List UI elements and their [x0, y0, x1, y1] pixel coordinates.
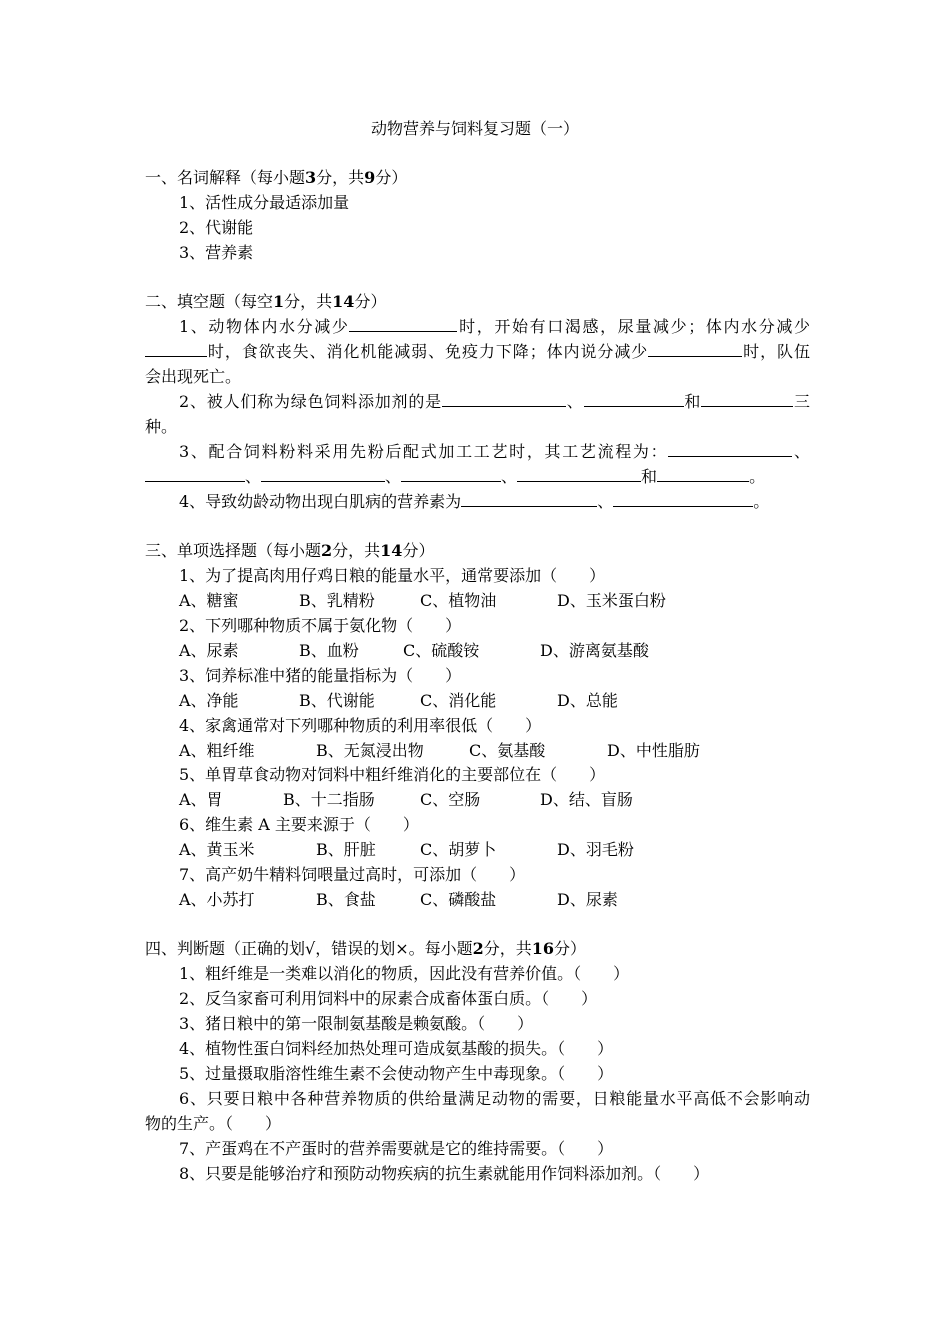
- choice-question: 2、下列哪种物质不属于氨化物（ ）: [179, 616, 462, 635]
- separator: 、: [385, 467, 402, 486]
- heading-text: 分，共: [332, 541, 381, 560]
- fill-question-4: [179, 490, 810, 514]
- fill-question-3-cont: [145, 465, 810, 489]
- answer-blank[interactable]: [701, 391, 793, 407]
- answer-blank[interactable]: [349, 316, 457, 332]
- option-a[interactable]: A、净能: [179, 691, 239, 710]
- judgement-item: 7、产蛋鸡在不产蛋时的营养需要就是它的维持需要。（ ）: [179, 1139, 614, 1158]
- separator: 。: [753, 492, 770, 511]
- question-text: 1、动物体内水分减少: [179, 317, 350, 336]
- answer-blank[interactable]: [145, 341, 207, 357]
- choice-question: 6、维生素 A 主要来源于（ ）: [179, 815, 419, 834]
- option-b[interactable]: B、十二指肠: [283, 790, 375, 809]
- section-3-heading: [145, 539, 810, 563]
- heading-text: 四、判断题（正确的划√，错误的划×。每小题: [145, 939, 473, 958]
- answer-blank[interactable]: [584, 391, 684, 407]
- separator: 、: [792, 442, 810, 461]
- choice-question: 1、为了提高肉用仔鸡日粮的能量水平，通常要添加（ ）: [179, 566, 606, 585]
- question-text: 时，开始有口渴感，尿量减少；体内水分减少: [457, 317, 810, 336]
- option-d[interactable]: D、尿素: [557, 890, 618, 909]
- section-4-heading: [145, 937, 810, 961]
- option-b[interactable]: B、食盐: [316, 890, 376, 909]
- fill-question-3: [179, 440, 810, 464]
- option-b[interactable]: B、无氮浸出物: [316, 741, 424, 760]
- option-a[interactable]: A、尿素: [179, 641, 239, 660]
- answer-blank[interactable]: [668, 441, 792, 457]
- option-d[interactable]: D、玉米蛋白粉: [557, 591, 666, 610]
- judgement-item: 4、植物性蛋白饲料经加热处理可造成氨基酸的损失。（ ）: [179, 1039, 614, 1058]
- option-b[interactable]: B、乳精粉: [299, 591, 375, 610]
- separator: 。: [749, 467, 766, 486]
- judgement-item: 6、只要日粮中各种营养物质的供给量满足动物的需要，日粮能量水平高低不会影响动: [179, 1089, 810, 1108]
- separator: 和: [683, 392, 702, 411]
- option-b[interactable]: B、肝脏: [316, 840, 376, 859]
- option-c[interactable]: C、氨基酸: [469, 741, 546, 760]
- judgement-item: 3、猪日粮中的第一限制氨基酸是赖氨酸。（ ）: [179, 1014, 534, 1033]
- fill-question-1-end: 会出现死亡。: [145, 367, 242, 386]
- option-c[interactable]: C、磷酸盐: [420, 890, 497, 909]
- separator: 、: [245, 467, 262, 486]
- option-a[interactable]: A、粗纤维: [179, 741, 255, 760]
- option-b[interactable]: B、代谢能: [299, 691, 375, 710]
- separator: 、: [501, 467, 518, 486]
- answer-blank[interactable]: [401, 466, 501, 482]
- question-text: 时，食欲丧失、消化机能减弱、免疫力下降；体内说分减少: [207, 342, 649, 361]
- term-item: 1、活性成分最适添加量: [179, 193, 350, 212]
- heading-total: 16: [531, 939, 555, 958]
- option-a[interactable]: A、胃: [179, 790, 223, 809]
- fill-question-2-end: 种。: [145, 417, 178, 436]
- judgement-item: 8、只要是能够治疗和预防动物疾病的抗生素就能用作饲料添加剂。（ ）: [179, 1164, 710, 1183]
- question-text: 时，队伍: [742, 342, 810, 361]
- answer-blank[interactable]: [657, 466, 749, 482]
- choice-question: 7、高产奶牛精料饲喂量过高时，可添加（ ）: [179, 865, 526, 884]
- heading-total: 9: [364, 168, 376, 187]
- fill-question-1: [179, 315, 810, 339]
- judgement-item: 5、过量摄取脂溶性维生素不会使动物产生中毒现象。（ ）: [179, 1064, 614, 1083]
- separator: 和: [641, 467, 658, 486]
- choice-question: 3、饲养标准中猪的能量指标为（ ）: [179, 666, 462, 685]
- question-text: 3、配合饲料粉料采用先粉后配式加工工艺时，其工艺流程为：: [179, 442, 669, 461]
- question-text: 4、导致幼龄动物出现白肌病的营养素为: [179, 492, 462, 511]
- section-2-heading: [145, 290, 810, 314]
- section-1-heading: [145, 166, 810, 190]
- option-c[interactable]: C、胡萝卜: [420, 840, 497, 859]
- option-d[interactable]: D、结、盲肠: [540, 790, 633, 809]
- heading-text: 一、名词解释（每小题: [145, 168, 306, 187]
- option-c[interactable]: C、空肠: [420, 790, 481, 809]
- option-c[interactable]: C、消化能: [420, 691, 497, 710]
- heading-text: 分，共: [483, 939, 532, 958]
- option-c[interactable]: C、植物油: [420, 591, 497, 610]
- fill-question-1-cont: [145, 340, 810, 364]
- option-a[interactable]: A、小苏打: [179, 890, 255, 909]
- heading-text: 分）: [554, 939, 587, 958]
- judgement-item: 2、反刍家畜可利用饲料中的尿素合成畜体蛋白质。（ ）: [179, 989, 598, 1008]
- heading-total: 14: [332, 292, 355, 311]
- option-c[interactable]: C、硫酸铵: [403, 641, 480, 660]
- option-d[interactable]: D、中性脂肪: [607, 741, 700, 760]
- separator: 、: [565, 392, 584, 411]
- choice-question: 5、单胃草食动物对饲料中粗纤维消化的主要部位在（ ）: [179, 765, 606, 784]
- choice-question: 4、家禽通常对下列哪种物质的利用率很低（ ）: [179, 716, 542, 735]
- heading-text: 二、填空题（每空: [145, 292, 274, 311]
- answer-blank[interactable]: [648, 341, 742, 357]
- option-a[interactable]: A、黄玉米: [179, 840, 255, 859]
- option-b[interactable]: B、血粉: [299, 641, 359, 660]
- option-d[interactable]: D、游离氨基酸: [540, 641, 649, 660]
- heading-score: 1: [273, 292, 285, 311]
- heading-text: 分，共: [316, 168, 365, 187]
- heading-text: 分）: [375, 168, 408, 187]
- heading-score: 2: [472, 939, 484, 958]
- answer-blank[interactable]: [613, 491, 753, 507]
- question-text: 三: [793, 392, 810, 411]
- option-a[interactable]: A、糖蜜: [179, 591, 239, 610]
- option-d[interactable]: D、总能: [557, 691, 618, 710]
- term-item: 3、营养素: [179, 243, 254, 262]
- answer-blank[interactable]: [517, 466, 641, 482]
- heading-text: 三、单项选择题（每小题: [145, 541, 322, 560]
- answer-blank[interactable]: [442, 391, 566, 407]
- heading-score: 2: [321, 541, 333, 560]
- judgement-item-cont: 物的生产。（ ）: [145, 1114, 282, 1133]
- term-item: 2、代谢能: [179, 218, 254, 237]
- answer-blank[interactable]: [261, 466, 385, 482]
- option-d[interactable]: D、羽毛粉: [557, 840, 634, 859]
- heading-total: 14: [380, 541, 403, 560]
- fill-question-2: [179, 390, 810, 414]
- answer-blank[interactable]: [145, 466, 245, 482]
- question-text: 2、被人们称为绿色饲料添加剂的是: [179, 392, 442, 411]
- heading-score: 3: [305, 168, 317, 187]
- answer-blank[interactable]: [461, 491, 597, 507]
- heading-text: 分）: [402, 541, 435, 560]
- heading-text: 分，共: [284, 292, 333, 311]
- judgement-item: 1、粗纤维是一类难以消化的物质，因此没有营养价值。（ ）: [179, 964, 630, 983]
- heading-text: 分）: [354, 292, 387, 311]
- separator: 、: [597, 492, 614, 511]
- page-title: 动物营养与饲料复习题（一）: [370, 119, 579, 138]
